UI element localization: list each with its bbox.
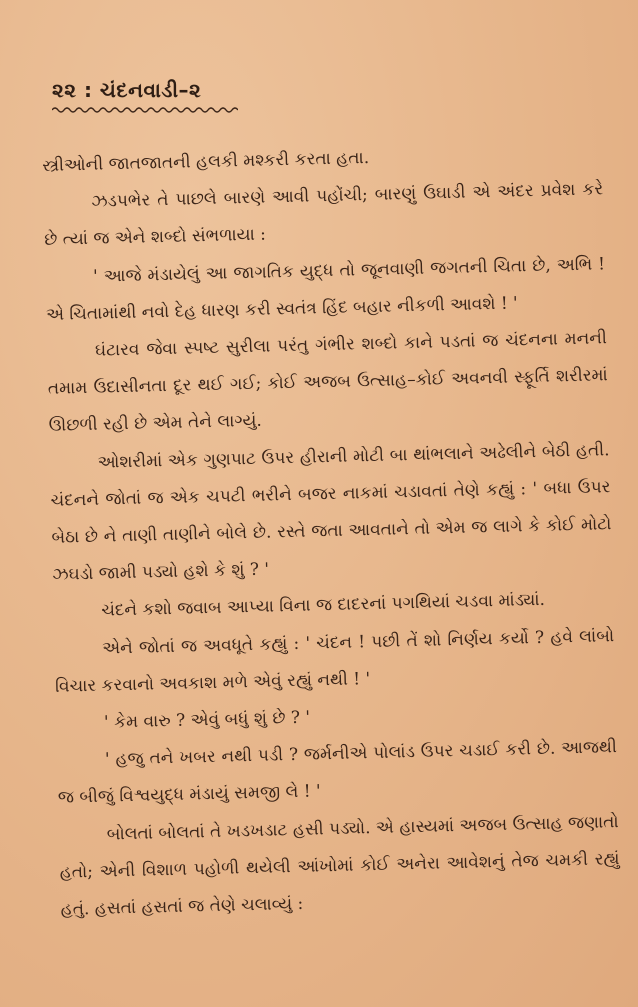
paragraph: ' આજે મંડાયેલું આ જાગતિક યુદ્ધ તો જૂનવાણી જગતની ચિતા છે, અભિ ! એ ચિતામાંથી નવો દેહ ધારણ કરી સ્વતંત્ર હિંદ બહાર નીકળી આવશે ! ' <box>45 253 606 325</box>
paragraph: બોલતાં બોલતાં તે ખડખડાટ હસી પડ્યો. એ હાસ્યમાં અજબ ઉત્સાહ જણાતો હતો; એની વિશાળ પહોળી થયેલી આંખોમાં કોઈ અનેરા આવેશનું તેજ ચમકી રહ્યું હતું. હસતાં હસતાં જ તેણે ચલાવ્યું : <box>59 811 620 920</box>
paragraph: ' કેમ વારુ ? એવું બધું શું છે ? ' <box>103 707 311 733</box>
wavy-underline <box>52 106 238 114</box>
paragraph: ઓશરીમાં એક ગુણપાટ ઉપર હીરાની મોટી બા થાંભલાને અઢેલીને બેઠી હતી. ચંદનને જોતાં જ એક ચપટી ભરીને બજર નાકમાં ચડાવતાં તેણે કહ્યું : ' બધા ઉપર બેઠા છે ને તાણી તાણીને બોલે છે. રસ્તે જતા આવતાને તો એમ જ લાગે કે કોઈ મોટો ઝઘડો જામી પડ્યો હશે કે શું ? ' <box>50 439 612 586</box>
paragraph: ' હજુ તને ખબર નથી પડી ? જર્મનીએ પોલાંડ ઉપર ચડાઈ કરી છે. આજથી જ બીજું વિશ્વયુદ્ધ મંડાયું સમજી લે ! ' <box>57 737 618 809</box>
page-body <box>42 134 621 929</box>
paragraph: સ્ત્રીઓની જાતજાતની હલકી મશ્કરી કરતા હતા. <box>42 148 370 176</box>
paragraph: ઘંટારવ જેવા સ્પષ્ટ સુરીલા પરંતુ ગંભીર શબ્દો કાને પડતાં જ ચંદનના મનની તમામ ઉદાસીનતા દૂર થઈ ગઈ; કોઈ અજબ ઉત્સાહ–કોઈ અવનવી સ્ફૂર્તિ શરીરમાં ઊછળી રહી છે એમ તેને લાગ્યું. <box>47 328 608 437</box>
page-header <box>52 78 242 114</box>
paragraph: એને જોતાં જ અવધૂતે કહ્યું : ' ચંદન ! પછી તેં શો નિર્ણય કર્યો ? હવે લાંબો વિચાર કરવાનો અવકાશ મળે એવું રહ્યું નથી ! ' <box>54 625 615 697</box>
running-head: ૨૨ : ચંદનવાડી–૨ <box>52 78 202 102</box>
paragraph: ચંદને કશો જવાબ આપ્યા વિના જ દાદરનાં પગથિયાં ચડવા માંડ્યાં. <box>101 590 546 622</box>
paragraph: ઝડપભેર તે પાછલે બારણે આવી પહોંચી; બારણું ઉઘાડી એ અંદર પ્રવેશ કરે છે ત્યાં જ એને શબ્દો સંભળાયા : <box>44 179 604 251</box>
